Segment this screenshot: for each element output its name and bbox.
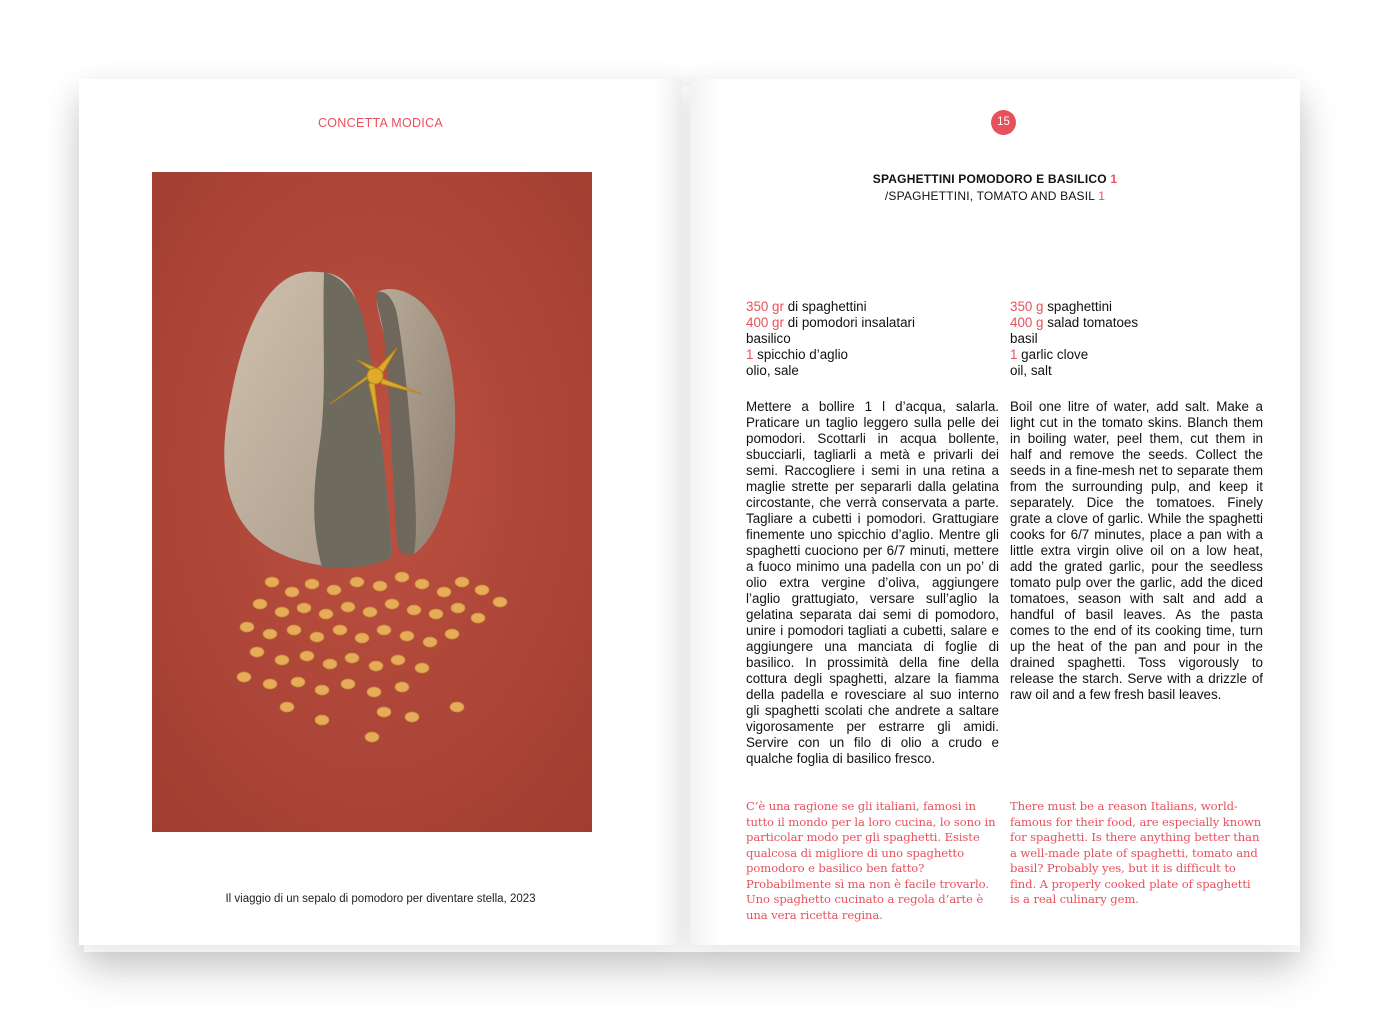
ingredient-text: basilico bbox=[746, 331, 791, 346]
english-column bbox=[1010, 299, 1263, 703]
title-english-text: /SPAGHETTINI, TOMATO AND BASIL bbox=[884, 189, 1095, 203]
title-italian-text: SPAGHETTINI POMODORO E BASILICO bbox=[872, 172, 1107, 186]
ingredient-line bbox=[746, 347, 999, 363]
ingredient-text: spicchio d’aglio bbox=[753, 347, 848, 362]
ingredient-text: di pomodori insalatari bbox=[783, 315, 915, 330]
ingredient-line bbox=[1010, 299, 1263, 315]
ingredient-text: salad tomatoes bbox=[1043, 315, 1139, 330]
ingredient-line bbox=[1010, 315, 1263, 331]
ingredient-text: basil bbox=[1010, 331, 1038, 346]
ingredient-text: oil, salt bbox=[1010, 363, 1052, 378]
recipe-title bbox=[690, 172, 1300, 203]
left-page bbox=[79, 79, 682, 945]
ingredient-qty: 400 gr bbox=[746, 315, 784, 330]
title-italian-footnote: 1 bbox=[1110, 172, 1118, 186]
ingredient-text: garlic clove bbox=[1017, 347, 1089, 362]
ingredient-line bbox=[746, 299, 999, 315]
method-english: Boil one litre of water, add salt. Make a light cut in the tomato skins. Blanch them in boiling water, peel them, cut them in half and remove the seeds. Collect the seeds in a fine-mesh net to separate them from the surrounding pulp, and keep it separately. Dice the tomatoes. Finely grate a clove of garlic. While the spaghetti cooks for 6/7 minutes, place a pan with a little extra virgin olive oil on a low heat, add the grated garlic, pour the seedless tomato pulp over the garlic, add the diced tomatoes, season with salt and add a handful of basil leaves. As the pasta comes to the end of its cooking time, turn up the heat of the pan and pour in the drained spaghetti. Toss vigorously to release the starch. Serve with a drizzle of raw oil and a few fresh basil leaves. bbox=[1010, 399, 1263, 702]
ingredient-line bbox=[1010, 363, 1263, 379]
ingredient-line bbox=[746, 315, 999, 331]
ingredient-line bbox=[1010, 331, 1263, 347]
photo-caption: Il viaggio di un sepalo di pomodoro per diventare stella, 2023 bbox=[225, 893, 536, 905]
ingredient-qty: 350 g bbox=[1010, 299, 1044, 314]
photo-pasta-stone-icon bbox=[152, 172, 592, 832]
ingredient-line bbox=[746, 363, 999, 379]
running-head: CONCETTA MODICA bbox=[317, 116, 444, 130]
ingredient-text: olio, sale bbox=[746, 363, 799, 378]
ingredients-english bbox=[1010, 299, 1263, 379]
ingredient-qty: 1 bbox=[1010, 347, 1018, 362]
gutter-shade bbox=[652, 79, 682, 945]
page-number-badge: 15 bbox=[991, 110, 1016, 135]
italian-column bbox=[746, 299, 999, 767]
ingredient-line bbox=[746, 331, 999, 347]
gutter-shade bbox=[690, 79, 720, 945]
right-page bbox=[690, 79, 1300, 945]
ingredient-text: spaghettini bbox=[1043, 299, 1113, 314]
ingredients-italian bbox=[746, 299, 999, 379]
method-italian: Mettere a bollire 1 l d’acqua, salarla. Praticare un taglio leggero sulla pelle dei pomodori. Scottarli in acqua bollente, sbucciarli, tagliarli a metà e privarli dei semi. Raccogliere i semi in una retina a maglie strette per separarli dalla gelatina circostante, che verrà conservata a parte. Tagliare a cubetti i pomodori. Grattugiare finemente uno spicchio d’aglio. Mentre gli spaghetti cuociono per 6/7 minuti, mettere a fuoco minimo una padella con un po’ di olio extra vergine d’oliva, aggiungere l’aglio grattugiato, versare sull’aglio la gelatina separata dai semi di pomodoro, unire i pomodori tagliati a cubetti, salare e aggiungere una manciata di foglie di basilico. In prossimità della fine della cottura degli spaghetti, alzare la fiamma della padella e rovesciare al suo interno gli spaghetti scolati che andrete a saltare vigorosamente per estrarre gli amidi. Servire con un filo di olio a crudo e qualche foglia di basilico fresco. bbox=[746, 399, 999, 766]
title-italian bbox=[690, 172, 1300, 186]
artwork-photo bbox=[152, 172, 592, 832]
note-italian: C’è una ragione se gli italiani, famosi in tutto il mondo per la loro cucina, lo sono in particolar modo per gli spaghetti. Esiste qualcosa di migliore di uno spaghetto pomodoro e basilico ben fatto? Probabilmente sì ma non è facile trovarlo. Uno spaghetto cucinato a regola d’arte è una vera ricetta regina. bbox=[746, 799, 996, 922]
ingredient-qty: 1 bbox=[746, 347, 754, 362]
ingredient-qty: 400 g bbox=[1010, 315, 1044, 330]
title-english-footnote: 1 bbox=[1098, 189, 1106, 203]
ingredient-qty: 350 gr bbox=[746, 299, 784, 314]
ingredient-text: di spaghettini bbox=[783, 299, 867, 314]
title-english bbox=[690, 189, 1300, 203]
ingredient-line bbox=[1010, 347, 1263, 363]
note-english: There must be a reason Italians, world-famous for their food, are especially known for spaghetti. Is there anything better than a well-made plate of spaghetti, tomato and basil? Probably yes, but it is difficult to find. A properly cooked plate of spaghetti is a real culinary gem. bbox=[1010, 799, 1262, 906]
